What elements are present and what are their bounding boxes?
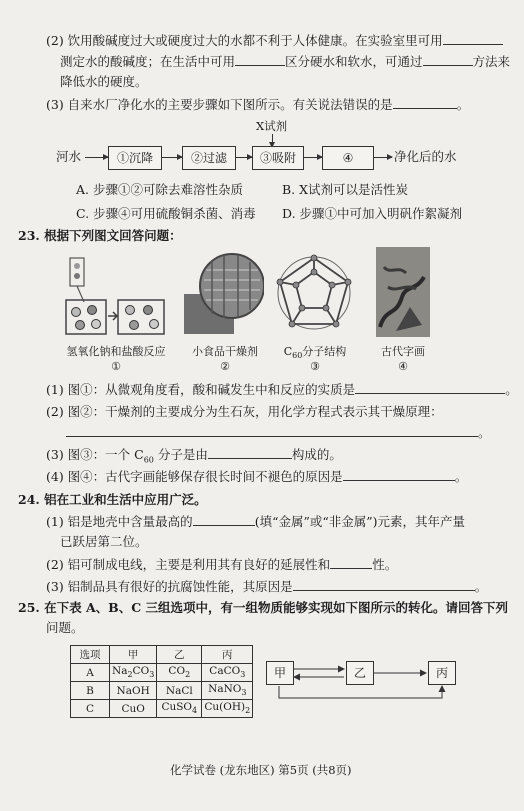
table-cell: CaCO$_3$: [202, 664, 253, 682]
q22-p2-line1: (2) 饮用酸碱度过大或硬度过大的水都不利于人体健康。在实验室里可用: [46, 32, 503, 49]
table-cell: A: [71, 664, 110, 682]
caption-3: $C_{60}$分子结构: [283, 345, 347, 361]
table-cell: CuSO$_4$: [157, 700, 202, 718]
table-cell: $Cu(OH)_2$: [202, 700, 253, 718]
node-bing: 丙: [428, 661, 456, 685]
q22-p2-line2: 测定水的酸碱度；在生活中可用 区分硬水和软水，可通过 方法来: [60, 54, 511, 69]
table-cell: $CO_2$: [157, 664, 202, 682]
answer-blank[interactable]: [423, 53, 473, 66]
answer-blank[interactable]: [293, 578, 475, 591]
q24-a3: (3) 铝制品具有很好的抗腐蚀性能，其原因是 。: [46, 579, 488, 594]
answer-blank[interactable]: [235, 53, 285, 66]
option-c[interactable]: C. 步骤④可用硫酸铜杀菌、消毒: [76, 206, 256, 221]
q23-a4: (4) 图④：古代字画能够保存很长时间不褪色的原因是 。: [46, 469, 468, 484]
q22-p2-line3: 降低水的硬度。: [60, 74, 148, 89]
figure-c60: [274, 252, 354, 334]
flow-arrow: [235, 157, 252, 158]
caption-num-3: ③: [310, 360, 320, 373]
node-jia: 甲: [266, 661, 294, 685]
flow-arrow: [303, 157, 322, 158]
table-row: [71, 682, 253, 700]
table-row: [71, 700, 253, 718]
q25-stem-cont: 问题。: [46, 620, 84, 635]
table-row: [71, 664, 253, 682]
figure-ancient-painting: [376, 247, 430, 337]
caption-1: 氢氧化钠和盐酸反应: [66, 345, 166, 358]
q24-stem: 24. 铝在工业和生活中应用广泛。: [18, 492, 207, 507]
table-cell: C: [71, 700, 110, 718]
answer-blank[interactable]: [393, 96, 457, 109]
flow-step-2: ②过滤: [182, 146, 236, 170]
q23-a2: (2) 图②：干燥剂的主要成分为生石灰，用化学方程式表示其干燥原理：: [46, 404, 443, 419]
table-cell: CuO: [110, 700, 157, 718]
answer-blank[interactable]: [355, 381, 505, 394]
flow-arrow: [85, 157, 108, 158]
answer-blank[interactable]: [193, 513, 255, 526]
page-footer: 化学试卷 (龙东地区) 第5页 (共8页): [170, 763, 352, 777]
figure-neutralization: [60, 250, 170, 338]
flow-start: 河水: [56, 149, 82, 164]
flow-arrow: [373, 157, 392, 158]
figure-desiccant: [182, 250, 264, 336]
table-cell: $Na_2CO_3$: [110, 664, 157, 682]
option-b[interactable]: B. X试剂可以是活性炭: [282, 182, 409, 197]
q25-stem: 25. 在下表 A、B、C 三组选项中，有一组物质能够实现如下图所示的转化。请回答下列: [18, 600, 509, 615]
reagent-label: X试剂: [256, 119, 288, 133]
table-cell: NaOH: [110, 682, 157, 700]
flow-step-4: ④: [322, 146, 374, 170]
flow-step-1: ①沉降: [108, 146, 162, 170]
flow-step-3: ③吸附: [252, 146, 304, 170]
answer-blank[interactable]: [66, 424, 478, 437]
q22-p3-line: (3) 自来水厂净化水的主要步骤如下图所示。有关说法错误的是 。: [46, 97, 470, 112]
q23-a1: (1) 图①：从微观角度看，酸和碱发生中和反应的实质是 。: [46, 382, 518, 397]
q23-a2-blank-line: 。: [66, 424, 491, 441]
answer-blank[interactable]: [208, 446, 292, 459]
table-header: 乙: [157, 646, 202, 664]
table-header: 甲: [110, 646, 157, 664]
table-header: 丙: [202, 646, 253, 664]
node-yi: 乙: [346, 661, 374, 685]
option-a[interactable]: A. 步骤①②可除去难溶性杂质: [76, 182, 243, 197]
answer-blank[interactable]: [343, 468, 455, 481]
table-cell: NaNO$_3$: [202, 682, 253, 700]
q23-a3: (3) 图③：一个 $C_{60}$ 分子是由 构成的。: [46, 447, 342, 465]
q24-a2: (2) 铝可制成电线，主要是利用其有良好的延展性和 性。: [46, 557, 398, 572]
caption-num-4: ④: [398, 360, 408, 373]
table-cell: B: [71, 682, 110, 700]
flow-arrow: [161, 157, 182, 158]
caption-num-2: ②: [220, 360, 230, 373]
caption-2: 小食品干燥剂: [192, 345, 258, 358]
q24-a1-cont: 已跃居第二位。: [60, 534, 148, 549]
flow-end: 净化后的水: [394, 149, 457, 164]
q25-table: [70, 645, 253, 718]
q23-stem: 23. 根据下列图文回答问题：: [18, 228, 182, 243]
option-d[interactable]: D. 步骤①中可加入明矾作絮凝剂: [282, 206, 463, 221]
conversion-arrows: [262, 650, 462, 706]
caption-num-1: ①: [111, 360, 121, 373]
answer-blank[interactable]: [330, 556, 372, 569]
q24-a1: (1) 铝是地壳中含量最高的 (填“金属”或“非金属”)元素，其年产量: [46, 514, 466, 529]
table-header: 选项: [71, 646, 110, 664]
table-cell: NaCl: [157, 682, 202, 700]
caption-4: 古代字画: [381, 345, 425, 358]
answer-blank[interactable]: [443, 32, 503, 45]
table-header-row: [71, 646, 253, 664]
